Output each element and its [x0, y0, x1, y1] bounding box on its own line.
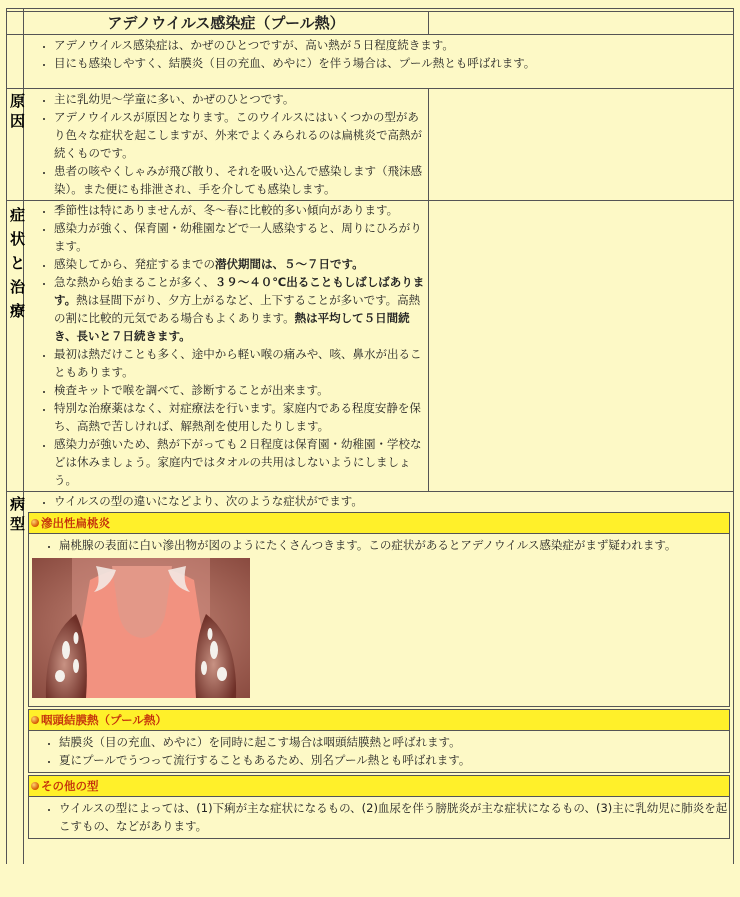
types-row: [7, 492, 733, 864]
item-text: 熱は昼間下がり、夕方上がるなど、上下することが多いです。高熱の割に比較的元気である場合もよくあります。: [54, 293, 421, 325]
page-title: アデノウイルス感染症（プール熱）: [24, 12, 429, 34]
intro-list: [24, 36, 733, 72]
spacer-cell: [7, 9, 24, 11]
cause-label: 原因: [10, 92, 26, 130]
list-item: • 特別な治療薬はなく、対症療法を行います。家庭内である程度安静を保ち、高熱で苦しければ、解熱剤を使用したりします。: [54, 399, 428, 435]
section-list: [29, 536, 729, 554]
section-body: [29, 731, 729, 772]
bullet-ball-icon: [31, 716, 39, 724]
list-item: • 夏にプールでうつって流行することもあるため、別名プール熱とも呼ばれます。: [59, 751, 729, 769]
section-pharyngoconjunctival-fever: [28, 709, 730, 773]
section-body: [29, 534, 729, 698]
label-cell: [7, 201, 24, 491]
section-heading: [29, 513, 729, 534]
article-table: [6, 8, 734, 864]
spacer-cell: [24, 9, 733, 11]
label-cell: [7, 12, 24, 34]
intro-cell: [24, 35, 733, 88]
list-item: • 目にも感染しやすく、結膜炎（目の充血、めやに）を伴う場合は、プール熱とも呼ばれます。: [54, 54, 733, 72]
empty-cell: [429, 201, 733, 491]
cause-cell: [24, 89, 429, 200]
item-emphasis: 潜伏期間は、５～７日です。: [215, 257, 364, 271]
bullet-ball-icon: [31, 782, 39, 790]
list-item: • 検査キットで喉を調べて、診断することが出来ます。: [54, 381, 428, 399]
item-text: 感染してから、発症するまでの: [54, 257, 215, 271]
section-heading-text: その他の型: [41, 779, 99, 793]
title-row: [7, 12, 733, 35]
list-item: • 感染力が強く、保育園・幼稚園などで一人感染すると、周りにひろがります。: [54, 219, 428, 255]
section-heading: [29, 776, 729, 797]
list-item: • 患者の咳やくしゃみが飛び散り、それを吸い込んで感染します（飛沫感染）。また便にも排泄され、手を介しても感染します。: [54, 162, 428, 198]
types-label: 病型: [10, 495, 26, 533]
list-item: • 扁桃腺の表面に白い滲出物が図のようにたくさんつきます。この症状があるとアデノウイルス感染症がまず疑われます。: [59, 536, 729, 554]
list-item: • ウイルスの型によっては、(1)下痢が主な症状になるもの、(2)血尿を伴う膀胱炎が主な症状になるもの、(3)主に乳幼児に肺炎を起こすもの、などがあります。: [59, 799, 729, 835]
list-item: [54, 255, 428, 273]
cause-list: [24, 90, 428, 198]
item-text: 急な熱から始まることが多く、: [54, 275, 215, 289]
intro-row: [7, 35, 733, 89]
item-emphasis: ３９～４０℃出ることもしばしばあります。: [54, 275, 425, 307]
list-item: • ウイルスの型の違いになどより、次のような症状がでます。: [54, 492, 733, 510]
symptoms-list: [24, 201, 428, 489]
section-list: [29, 799, 729, 835]
list-item: • アデノウイルスが原因となります。このウイルスにはいくつかの型があり色々な症状を起こしますが、外来でよくみられるのは扁桃炎で高熱が続くものです。: [54, 108, 428, 162]
symptoms-label: 症状と治療: [10, 206, 26, 320]
list-item: • 主に乳幼児～学童に多い、かぜのひとつです。: [54, 90, 428, 108]
item-emphasis: 熱は平均して５日間続き、長いと７日続きます。: [54, 311, 410, 343]
types-cell: [24, 492, 733, 864]
section-tonsillitis: [28, 512, 730, 707]
list-item: • 季節性は特にありませんが、冬～春に比較的多い傾向があります。: [54, 201, 428, 219]
bullet-ball-icon: [31, 519, 39, 527]
section-heading: [29, 710, 729, 731]
label-cell: [7, 35, 24, 88]
label-cell: [7, 492, 24, 864]
list-item: • アデノウイルス感染症は、かぜのひとつですが、高い熱が５日程度続きます。: [54, 36, 733, 54]
section-heading-text: 咽頭結膜熱（プール熱）: [41, 713, 167, 727]
list-item: [54, 273, 428, 345]
section-body: [29, 797, 729, 838]
section-list: [29, 733, 729, 769]
empty-cell: [429, 89, 733, 200]
types-intro-list: [24, 492, 733, 510]
list-item: • 感染力が強いため、熱が下がっても２日程度は保育園・幼稚園・学校などは休みましょう。家庭内ではタオルの共用はしないようにしましょう。: [54, 435, 428, 489]
cause-row: [7, 89, 733, 201]
symptoms-cell: [24, 201, 429, 491]
section-other-types: [28, 775, 730, 839]
list-item: • 結膜炎（目の充血、めやに）を同時に起こす場合は咽頭結膜熱と呼ばれます。: [59, 733, 729, 751]
section-heading-text: 滲出性扁桃炎: [41, 516, 110, 530]
label-cell: [7, 89, 24, 200]
empty-cell: [429, 12, 733, 34]
symptoms-row: [7, 201, 733, 492]
tonsil-illustration: [32, 558, 250, 698]
list-item: • 最初は熱だけことも多く、途中から軽い喉の痛みや、咳、鼻水が出ることもあります。: [54, 345, 428, 381]
